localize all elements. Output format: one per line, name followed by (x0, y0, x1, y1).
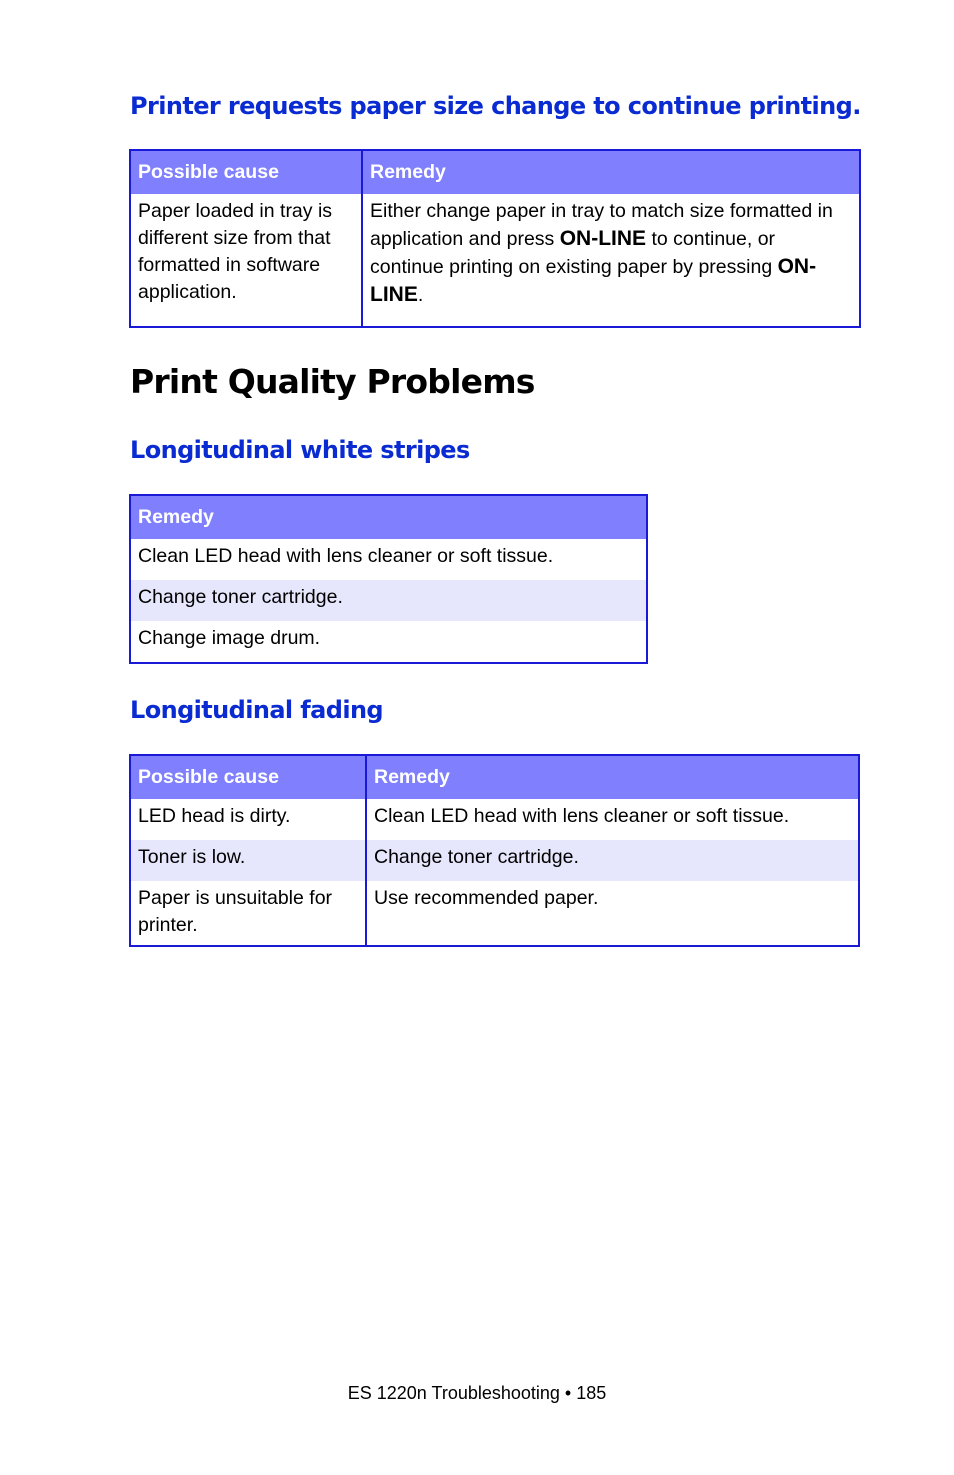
remedy-text: . (417, 284, 424, 306)
remedy-cell: Change image drum. (138, 627, 321, 649)
page-footer: ES 1220n Troubleshooting • 185 (347, 1383, 607, 1403)
table-row (130, 621, 647, 663)
table-header-row (130, 755, 859, 799)
column-header-remedy: Remedy (366, 755, 859, 799)
table-row (130, 539, 647, 580)
cause-cell: LED head is dirty. (130, 799, 366, 840)
online-key-label: ON-LINE (370, 255, 817, 306)
table-row (130, 194, 860, 327)
section-heading-paper-size: Printer requests paper size change to continue printing. (130, 92, 861, 120)
paper-size-table (129, 149, 861, 328)
fading-table (129, 754, 860, 947)
remedy-cell: Use recommended paper. (374, 887, 599, 909)
column-header-remedy: Remedy (130, 495, 647, 539)
remedy-cell: Change toner cartridge. (366, 840, 859, 881)
column-header-cause: Possible cause (130, 755, 366, 799)
table-header-row (130, 495, 647, 539)
cause-cell: Paper loaded in tray is different size from that formatted in software application. (130, 194, 362, 327)
remedy-cell (362, 194, 860, 327)
section-heading-fading: Longitudinal fading (130, 696, 384, 724)
section-heading-white-stripes: Longitudinal white stripes (130, 436, 470, 464)
cause-cell: Toner is low. (130, 840, 366, 881)
page-title: Print Quality Problems (130, 362, 535, 401)
column-header-remedy: Remedy (362, 150, 860, 194)
remedy-cell: Clean LED head with lens cleaner or soft tissue. (138, 545, 554, 567)
table-row (130, 799, 859, 840)
table-header-row (130, 150, 860, 194)
table-row (130, 840, 859, 881)
online-key-label: ON-LINE (559, 227, 647, 250)
table-row (130, 881, 859, 946)
remedy-text: Either change paper in tray to match size formatted in application and press (370, 200, 833, 250)
remedy-text: to continue, or continue printing on existing paper by pressing (370, 228, 778, 278)
cause-cell: Paper is unsuitable for printer. (130, 881, 366, 946)
remedy-cell: Change toner cartridge. (130, 580, 647, 621)
white-stripes-table (129, 494, 648, 664)
column-header-cause: Possible cause (130, 150, 362, 194)
table-row (130, 580, 647, 621)
remedy-cell: Clean LED head with lens cleaner or soft tissue. (374, 805, 790, 827)
